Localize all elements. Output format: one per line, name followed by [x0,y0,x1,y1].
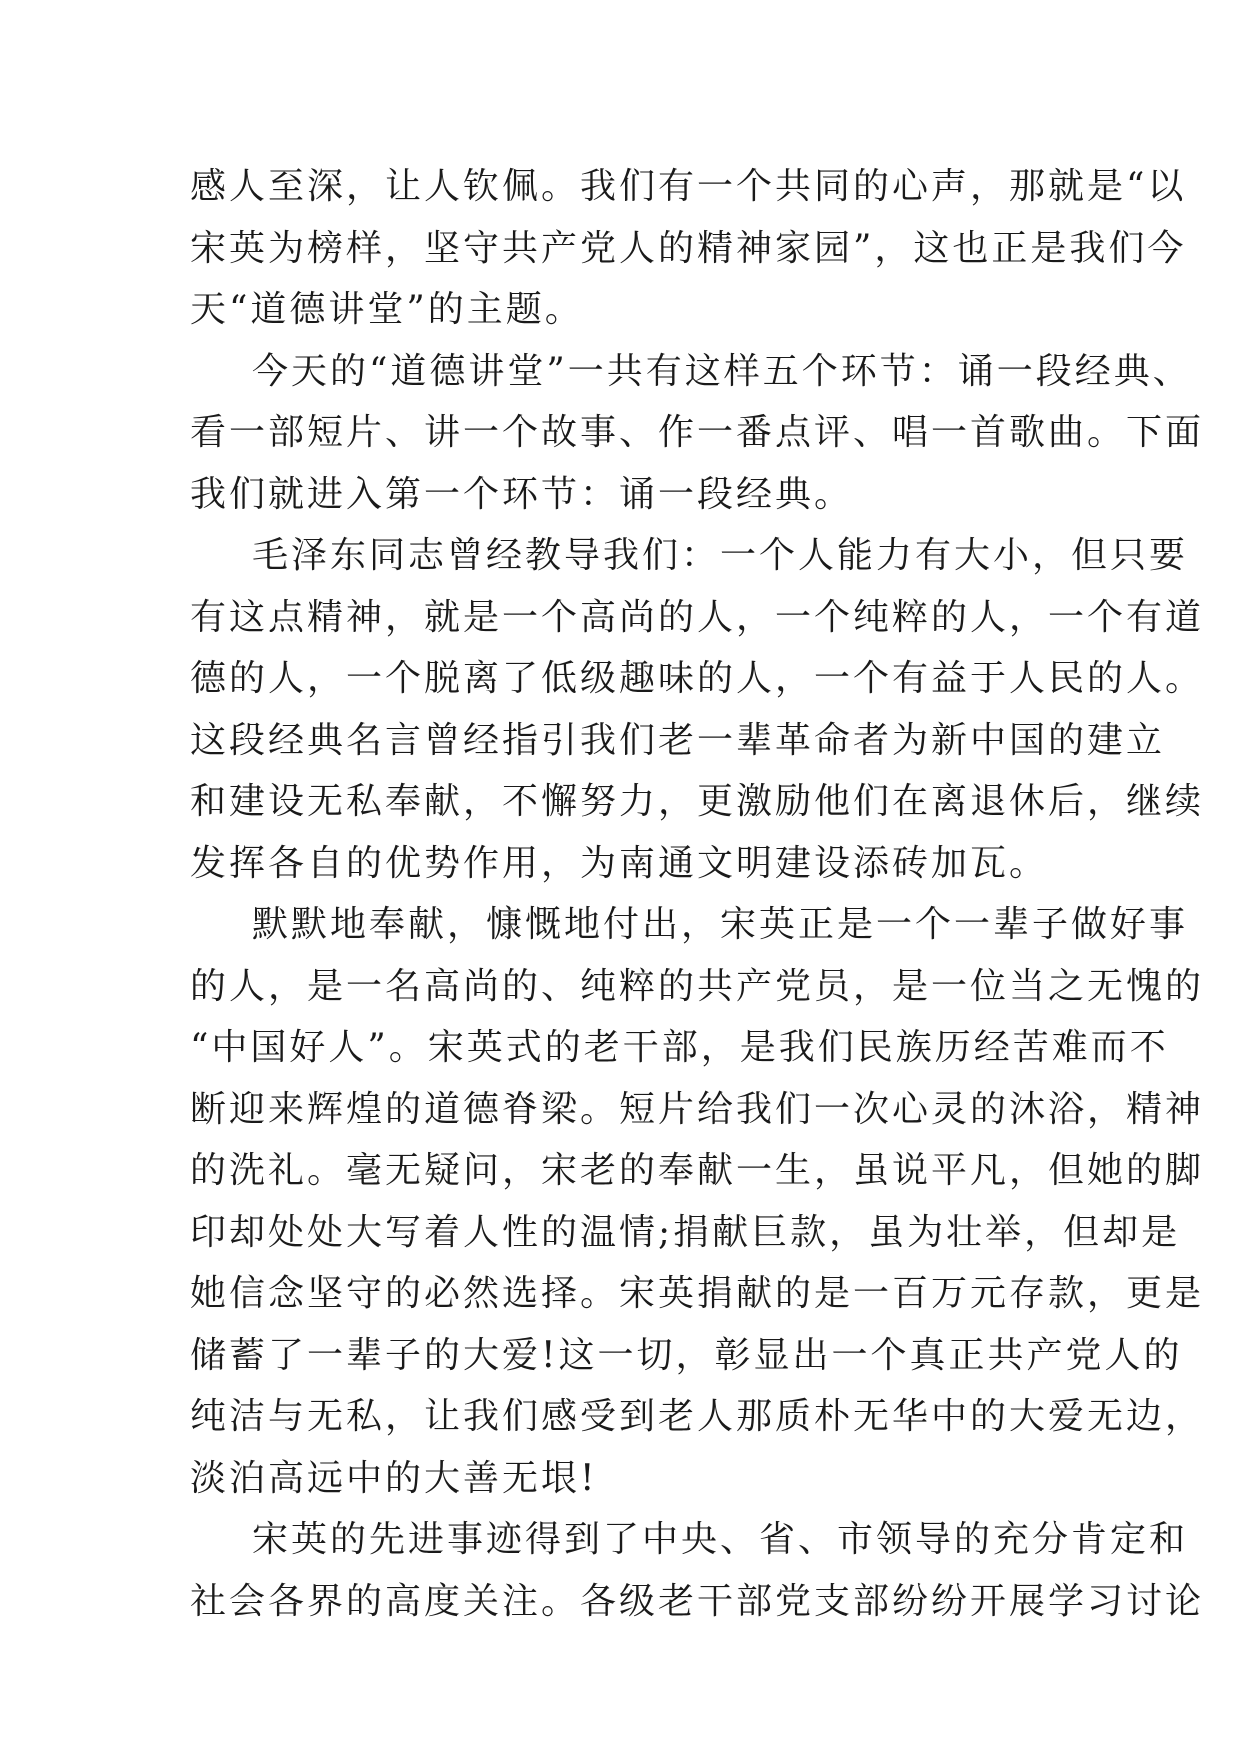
text-line: 储蓄了一辈子的大爱!这一切，彰显出一个真正共产党人的 [190,1334,1183,1376]
text-line: 有这点精神，就是一个高尚的人，一个纯粹的人，一个有道 [190,596,1205,638]
text-line: 的洗礼。毫无疑问，宋老的奉献一生，虽说平凡，但她的脚 [190,1150,1205,1191]
paragraph-first-line: 今天的“道德讲堂”一共有这样五个环节：诵一段经典、 [252,350,1192,392]
text-line: “中国好人”。宋英式的老干部，是我们民族历经苦难而不 [190,1027,1169,1068]
text-line: 这段经典名言曾经指引我们老一辈革命者为新中国的建立 [190,719,1166,761]
text-line: 天“道德讲堂”的主题。 [190,289,584,330]
text-line: 她信念坚守的必然选择。宋英捐献的是一百万元存款，更是 [190,1273,1205,1314]
text-line: 感人至深，让人钦佩。我们有一个共同的心声，那就是“以 [190,166,1187,207]
text-line: 我们就进入第一个环节：诵一段经典。 [190,473,854,515]
text-line: 发挥各自的优势作用，为南通文明建设添砖加瓦。 [190,842,1049,884]
paragraph-first-line: 默默地奉献，慷慨地付出，宋英正是一个一辈子做好事 [252,904,1189,945]
text-line: 德的人，一个脱离了低级趣味的人，一个有益于人民的人。 [190,658,1205,699]
text-line: 的人，是一名高尚的、纯粹的共产党员，是一位当之无愧的 [190,965,1205,1007]
text-line: 宋英为榜样，坚守共产党人的精神家园”，这也正是我们今 [190,227,1187,269]
text-line: 断迎来辉煌的道德脊梁。短片给我们一次心灵的沐浴，精神 [190,1088,1205,1130]
text-line: 社会各界的高度关注。各级老干部党支部纷纷开展学习讨论 [190,1580,1205,1622]
text-line: 淡泊高远中的大善无垠! [190,1457,598,1499]
document-body [190,156,1205,1632]
text-line: 看一部短片、讲一个故事、作一番点评、唱一首歌曲。下面 [190,412,1205,453]
text-line: 纯洁与无私，让我们感受到老人那质朴无华中的大爱无边， [190,1396,1205,1437]
paragraph-first-line: 宋英的先进事迹得到了中央、省、市领导的充分肯定和 [252,1519,1189,1560]
paragraph-first-line: 毛泽东同志曾经教导我们：一个人能力有大小，但只要 [252,535,1189,576]
text-line: 和建设无私奉献，不懈努力，更激励他们在离退休后，继续 [190,781,1205,822]
text-line: 印却处处大写着人性的温情;捐献巨款，虽为壮举，但却是 [190,1211,1181,1253]
